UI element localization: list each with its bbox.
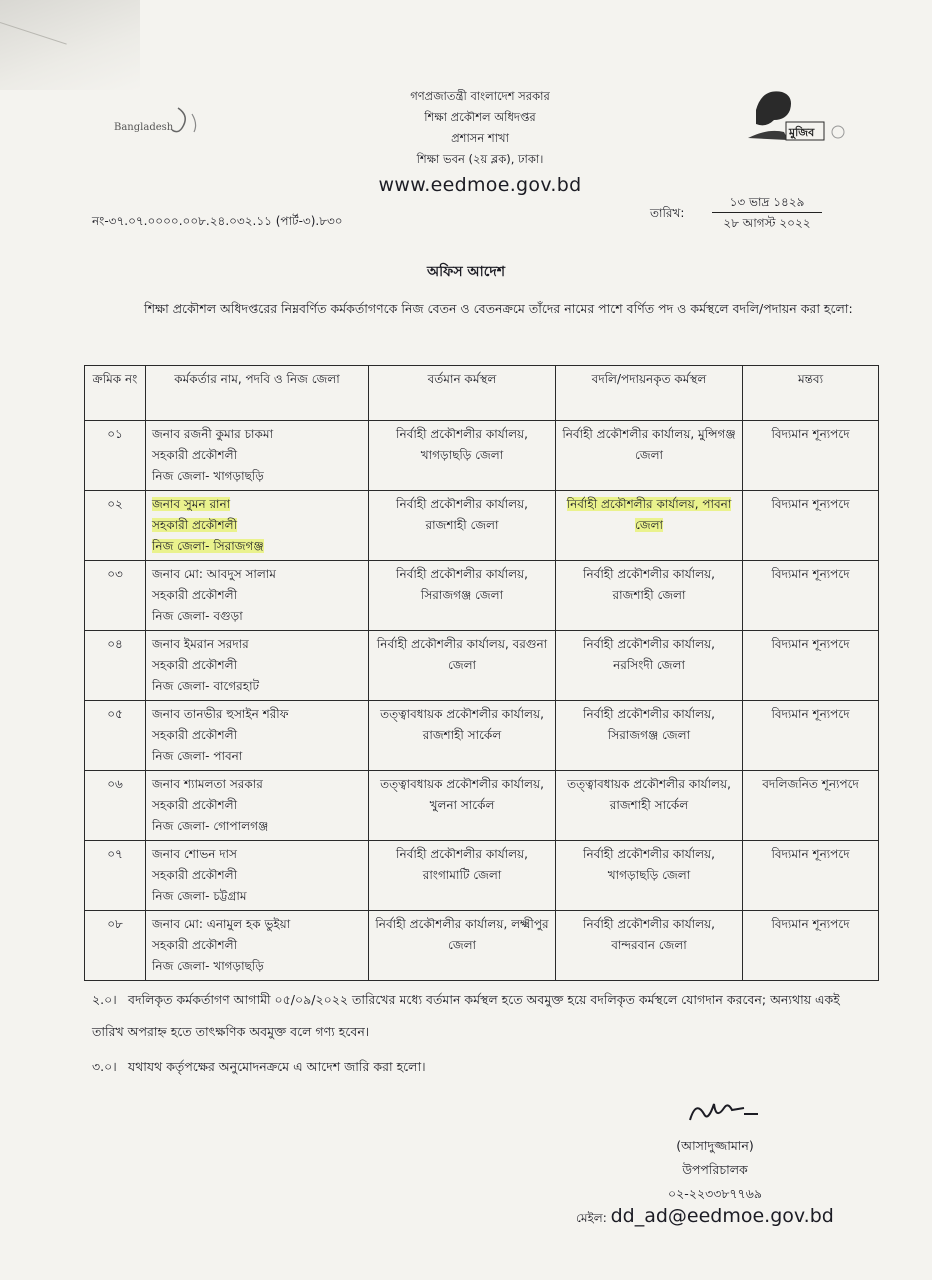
cell-serial: ০২ bbox=[85, 491, 146, 561]
officer-post: সহকারী প্রকৌশলী bbox=[152, 938, 238, 952]
cell-new bbox=[556, 491, 743, 561]
paragraph-approval bbox=[92, 1051, 426, 1083]
email-label: মেইল: bbox=[576, 1211, 607, 1225]
cell-remark: বিদ্যমান শূন্যপদে bbox=[743, 561, 879, 631]
table-header-row bbox=[85, 366, 879, 421]
header-line-section: প্রশাসন শাখা bbox=[451, 131, 509, 145]
mujib-borsho-logo bbox=[742, 80, 852, 150]
paragraph-number: ৩.০। bbox=[92, 1059, 117, 1074]
signatory-phone: ০২-২২৩৩৮৭৭৬৯ bbox=[668, 1186, 762, 1201]
cell-serial: ০৮ bbox=[85, 911, 146, 981]
signatory-designation: উপপরিচালক bbox=[682, 1162, 748, 1177]
officer-post: সহকারী প্রকৌশলী bbox=[152, 658, 238, 672]
cell-new: তত্ত্বাবধায়ক প্রকৌশলীর কার্যালয়, রাজশাহী সার্কেল bbox=[556, 771, 743, 841]
col-header-serial: ক্রমিক নং bbox=[85, 366, 146, 421]
header-line-address: শিক্ষা ভবন (২য় ব্লক), ঢাকা। bbox=[416, 152, 544, 166]
cell-new: নির্বাহী প্রকৌশলীর কার্যালয়, নরসিংদী জেলা bbox=[556, 631, 743, 701]
cell-serial: ০৩ bbox=[85, 561, 146, 631]
paragraph-number: ২.০। bbox=[92, 992, 117, 1007]
cell-new: নির্বাহী প্রকৌশলীর কার্যালয়, মুন্সিগঞ্জ জেলা bbox=[556, 421, 743, 491]
officer-district: নিজ জেলা- খাগড়াছড়ি bbox=[152, 469, 264, 483]
transfer-table bbox=[84, 365, 879, 981]
header-line-dept: শিক্ষা প্রকৌশল অধিদপ্তর bbox=[424, 110, 536, 124]
cell-officer bbox=[146, 701, 369, 771]
cell-current: নির্বাহী প্রকৌশলীর কার্যালয়, সিরাজগঞ্জ জেলা bbox=[369, 561, 556, 631]
date-english: ২৮ আগস্ট ২০২২ bbox=[723, 216, 811, 230]
header-website: www.eedmoe.gov.bd bbox=[378, 174, 582, 196]
header-line-govt: গণপ্রজাতন্ত্রী বাংলাদেশ সরকার bbox=[410, 89, 550, 103]
col-header-new: বদলি/পদায়নকৃত কর্মস্থল bbox=[556, 366, 743, 421]
cell-serial: ০৬ bbox=[85, 771, 146, 841]
cell-new: নির্বাহী প্রকৌশলীর কার্যালয়, বান্দরবান জেলা bbox=[556, 911, 743, 981]
date-label: তারিখ: bbox=[650, 206, 685, 220]
cell-officer bbox=[146, 631, 369, 701]
cell-officer bbox=[146, 491, 369, 561]
cell-remark: বিদ্যমান শূন্যপদে bbox=[743, 491, 879, 561]
signatory-name: (আসাদুজ্জামান) bbox=[676, 1138, 754, 1153]
officer-name: জনাব সুমন রানা bbox=[152, 497, 231, 511]
officer-name: জনাব তানভীর হুসাইন শরীফ bbox=[152, 707, 289, 721]
memo-number: নং-৩৭.০৭.০০০০.০০৮.২৪.০৩২.১১ (পার্ট-৩).৮৩০ bbox=[92, 214, 343, 228]
signatory-block bbox=[650, 1134, 780, 1206]
officer-post: সহকারী প্রকৌশলী bbox=[152, 798, 238, 812]
cell-current: নির্বাহী প্রকৌশলীর কার্যালয়, রাজশাহী জেলা bbox=[369, 491, 556, 561]
cell-serial: ০৭ bbox=[85, 841, 146, 911]
logo-right-text: মুজিব bbox=[789, 126, 815, 139]
cell-current: নির্বাহী প্রকৌশলীর কার্যালয়, বরগুনা জেলা bbox=[369, 631, 556, 701]
officer-district: নিজ জেলা- বাগেরহাট bbox=[152, 679, 260, 693]
bangladesh-govt-logo bbox=[108, 100, 218, 150]
cell-remark: বিদ্যমান শূন্যপদে bbox=[743, 701, 879, 771]
cell-current: নির্বাহী প্রকৌশলীর কার্যালয়, রাংগামাটি জেলা bbox=[369, 841, 556, 911]
officer-district: নিজ জেলা- খাগড়াছড়ি bbox=[152, 959, 264, 973]
table-row bbox=[85, 841, 879, 911]
table-row bbox=[85, 701, 879, 771]
handwritten-signature bbox=[684, 1094, 774, 1130]
officer-district: নিজ জেলা- গোপালগঞ্জ bbox=[152, 819, 269, 833]
officer-district: নিজ জেলা- চট্টগ্রাম bbox=[152, 889, 247, 903]
officer-name: জনাব মো: এনামুল হক ভুইয়া bbox=[152, 917, 291, 931]
cell-current: তত্ত্বাবধায়ক প্রকৌশলীর কার্যালয়, খুলনা সার্কেল bbox=[369, 771, 556, 841]
cell-officer bbox=[146, 421, 369, 491]
cell-current: নির্বাহী প্রকৌশলীর কার্যালয়, লক্ষ্মীপুর জেলা bbox=[369, 911, 556, 981]
officer-name: জনাব মো: আবদুস সালাম bbox=[152, 567, 276, 581]
cell-remark: বদলিজনিত শূন্যপদে bbox=[743, 771, 879, 841]
officer-name: জনাব ইমরান সরদার bbox=[152, 637, 249, 651]
officer-post: সহকারী প্রকৌশলী bbox=[152, 518, 238, 532]
officer-name: জনাব রজনী কুমার চাকমা bbox=[152, 427, 274, 441]
cell-serial: ০৫ bbox=[85, 701, 146, 771]
table-row bbox=[85, 911, 879, 981]
cell-serial: ০১ bbox=[85, 421, 146, 491]
officer-district: নিজ জেলা- সিরাজগঞ্জ bbox=[152, 539, 264, 553]
officer-post: সহকারী প্রকৌশলী bbox=[152, 868, 238, 882]
cell-new: নির্বাহী প্রকৌশলীর কার্যালয়, রাজশাহী জেলা bbox=[556, 561, 743, 631]
date-bangla: ১৩ ভাদ্র ১৪২৯ bbox=[712, 192, 822, 213]
col-header-current: বর্তমান কর্মস্থল bbox=[369, 366, 556, 421]
cell-officer bbox=[146, 841, 369, 911]
cell-officer bbox=[146, 911, 369, 981]
officer-post: সহকারী প্রকৌশলী bbox=[152, 448, 238, 462]
memo-date bbox=[712, 192, 822, 233]
email-address: dd_ad@eedmoe.gov.bd bbox=[610, 1205, 834, 1227]
officer-district: নিজ জেলা- পাবনা bbox=[152, 749, 243, 763]
folded-corner bbox=[0, 0, 140, 90]
cell-serial: ০৪ bbox=[85, 631, 146, 701]
cell-current: তত্ত্বাবধায়ক প্রকৌশলীর কার্যালয়, রাজশাহী সার্কেল bbox=[369, 701, 556, 771]
table-row bbox=[85, 421, 879, 491]
cell-current: নির্বাহী প্রকৌশলীর কার্যালয়, খাগড়াছড়ি জেলা bbox=[369, 421, 556, 491]
document-title: অফিস আদেশ bbox=[426, 264, 506, 280]
officer-post: সহকারী প্রকৌশলী bbox=[152, 728, 238, 742]
officer-name: জনাব শোভন দাস bbox=[152, 847, 237, 861]
cell-new: নির্বাহী প্রকৌশলীর কার্যালয়, সিরাজগঞ্জ জেলা bbox=[556, 701, 743, 771]
officer-name: জনাব শ্যামলতা সরকার bbox=[152, 777, 263, 791]
cell-remark: বিদ্যমান শূন্যপদে bbox=[743, 841, 879, 911]
letterhead bbox=[360, 86, 600, 197]
signatory-email bbox=[576, 1205, 834, 1230]
cell-officer bbox=[146, 561, 369, 631]
cell-new: নির্বাহী প্রকৌশলীর কার্যালয়, খাগড়াছড়ি জেলা bbox=[556, 841, 743, 911]
table-row bbox=[85, 491, 879, 561]
table-row bbox=[85, 561, 879, 631]
logo-text: Bangladesh bbox=[114, 122, 174, 133]
col-header-name: কর্মকর্তার নাম, পদবি ও নিজ জেলা bbox=[146, 366, 369, 421]
table-row bbox=[85, 771, 879, 841]
officer-post: সহকারী প্রকৌশলী bbox=[152, 588, 238, 602]
cell-officer bbox=[146, 771, 369, 841]
paragraph-text: বদলিকৃত কর্মকর্তাগণ আগামী ০৫/০৯/২০২২ তারিখের মধ্যে বর্তমান কর্মস্থল হতে অবমুক্ত হয়ে বদলিকৃত কর্মস্থলে যোগদান করবেন; অন্যথায় একই তারিখ অপরাহ্ন হতে তাৎক্ষণিক অবমুক্ত বলে গণ্য হবেন। bbox=[92, 992, 840, 1039]
cell-remark: বিদ্যমান শূন্যপদে bbox=[743, 421, 879, 491]
officer-district: নিজ জেলা- বগুড়া bbox=[152, 609, 243, 623]
new-workplace-highlighted: নির্বাহী প্রকৌশলীর কার্যালয়, পাবনা জেলা bbox=[566, 497, 732, 532]
table-row bbox=[85, 631, 879, 701]
cell-remark: বিদ্যমান শূন্যপদে bbox=[743, 911, 879, 981]
paragraph-text: যথাযথ কর্তৃপক্ষের অনুমোদনক্রমে এ আদেশ জারি করা হলো। bbox=[128, 1059, 426, 1074]
intro-paragraph: শিক্ষা প্রকৌশল অধিদপ্তরের নিম্নবর্ণিত কর্মকর্তাগণকে নিজ বেতন ও বেতনক্রমে তাঁদের নামের পাশে বর্ণিত পদ ও কর্মস্থলে বদলি/পদায়ন করা হলো: bbox=[144, 301, 853, 316]
col-header-remark: মন্তব্য bbox=[743, 366, 879, 421]
cell-remark: বিদ্যমান শূন্যপদে bbox=[743, 631, 879, 701]
paragraph-joining-deadline bbox=[92, 984, 872, 1048]
